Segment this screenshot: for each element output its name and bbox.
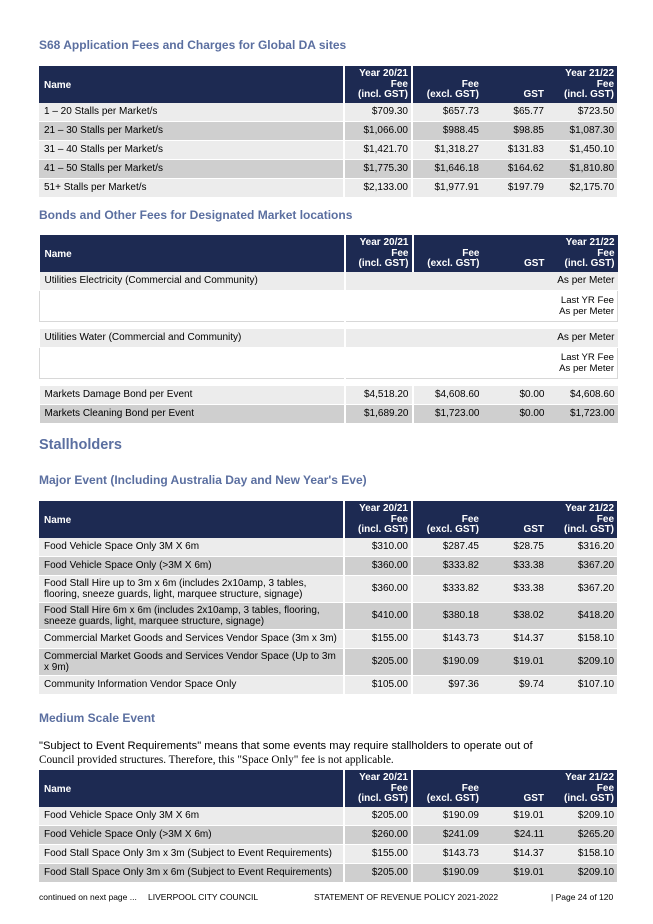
- incl-gst-label: (incl. GST): [358, 89, 408, 100]
- col-header-name: Name: [39, 501, 344, 538]
- incl-gst-label: (incl. GST): [564, 524, 615, 535]
- fee-2122-incl-gst: $1,450.10: [547, 140, 617, 159]
- col-header-gst: GST: [482, 784, 547, 807]
- fee-2122-excl-gst: $190.09: [412, 863, 482, 882]
- fee-label: Fee: [596, 78, 615, 90]
- table-row: [39, 648, 617, 675]
- last-year-fee-cell: [345, 290, 618, 321]
- incl-gst-label: (incl. GST): [564, 793, 615, 804]
- fee-item-name: Markets Cleaning Bond per Event: [40, 404, 345, 423]
- section-title-medium-event: Medium Scale Event: [39, 711, 156, 725]
- col-header-fee-incl-2021: [344, 80, 412, 103]
- fee-2122-incl-gst: $4,608.60: [548, 386, 618, 405]
- gst-2122: $19.01: [482, 807, 547, 826]
- fee-item-name: 21 – 30 Stalls per Market/s: [39, 121, 344, 140]
- fee-2122-incl-gst: $418.20: [547, 602, 617, 629]
- fee-2122-incl-gst: $1,723.00: [548, 404, 618, 423]
- fee-label: Fee: [597, 247, 615, 259]
- spacer-row: [40, 378, 618, 386]
- table-row-utilities-electricity: [40, 272, 618, 291]
- table-row: [39, 825, 617, 844]
- fee-as-per-meter: As per Meter: [345, 329, 618, 348]
- fee-2122-excl-gst: $988.45: [412, 121, 482, 140]
- col-header-year-2021: Year 20/21: [344, 501, 412, 515]
- excl-gst-label: (excl. GST): [426, 89, 479, 100]
- fee-item-name: 1 – 20 Stalls per Market/s: [39, 103, 344, 122]
- incl-gst-label: (incl. GST): [358, 793, 408, 804]
- fee-2122-incl-gst: $158.10: [547, 844, 617, 863]
- major-event-fee-table: [39, 501, 617, 695]
- gst-2122: $0.00: [483, 404, 548, 423]
- table-row: [39, 178, 617, 197]
- fee-2122-excl-gst: $1,977.91: [412, 178, 482, 197]
- col-header-year-2021: Year 20/21: [344, 66, 412, 80]
- fee-2021-incl-gst: $360.00: [344, 556, 412, 575]
- fee-2021-incl-gst: $709.30: [344, 103, 412, 122]
- fee-2021-incl-gst: $410.00: [344, 602, 412, 629]
- fee-item-name: Community Information Vendor Space Only: [39, 675, 344, 694]
- fee-item-name: Food Stall Hire 6m x 6m (includes 2x10amp, 3 tables, flooring, sneeze guards, light, marquee structure, signage): [39, 602, 344, 629]
- fee-2021-incl-gst: $1,689.20: [345, 404, 413, 423]
- fee-2021-incl-gst: $155.00: [344, 629, 412, 648]
- col-header-fee-incl-2021: [345, 249, 413, 272]
- table-row: [39, 575, 617, 602]
- fee-item-name: Food Vehicle Space Only 3M X 6m: [39, 807, 344, 826]
- col-header-fee-excl: [413, 249, 483, 272]
- col-header-year-2122: Year 21/22: [412, 501, 617, 515]
- col-header-gst: GST: [482, 80, 547, 103]
- gst-2122: $9.74: [482, 675, 547, 694]
- fee-2021-incl-gst: $155.00: [344, 844, 412, 863]
- table-row: [39, 556, 617, 575]
- table-row: [39, 159, 617, 178]
- fee-item-name: Food Vehicle Space Only (>3M X 6m): [39, 825, 344, 844]
- fee-2122-excl-gst: $1,318.27: [412, 140, 482, 159]
- col-header-fee-excl: [412, 80, 482, 103]
- table-row: [39, 629, 617, 648]
- col-header-gst: GST: [482, 515, 547, 538]
- col-header-gst: GST: [483, 249, 548, 272]
- fee-label: Fee: [596, 513, 615, 525]
- table-row: [40, 386, 618, 405]
- incl-gst-label: (incl. GST): [358, 258, 409, 269]
- fee-label: Fee: [462, 247, 480, 259]
- note-line-2: Council provided structures. Therefore, this "Space Only" fee is not applicable.: [39, 754, 394, 766]
- fee-2122-incl-gst: $158.10: [547, 629, 617, 648]
- col-header-year-2122: Year 21/22: [412, 66, 617, 80]
- fee-item-name: Commercial Market Goods and Services Vendor Space (Up to 3m x 9m): [39, 648, 344, 675]
- footer-continued: continued on next page ...: [39, 892, 137, 902]
- fee-2021-incl-gst: $1,775.30: [344, 159, 412, 178]
- col-header-year-2021: Year 20/21: [344, 770, 412, 784]
- fee-2021-incl-gst: $1,421.70: [344, 140, 412, 159]
- table-row: [39, 863, 617, 882]
- fee-item-name: Commercial Market Goods and Services Vendor Space (3m x 3m): [39, 629, 344, 648]
- fee-2122-incl-gst: $316.20: [547, 538, 617, 557]
- excl-gst-label: (excl. GST): [426, 524, 479, 535]
- fee-item-name: 41 – 50 Stalls per Market/s: [39, 159, 344, 178]
- medium-event-fee-table: [39, 770, 617, 883]
- fee-2122-excl-gst: $333.82: [412, 575, 482, 602]
- col-header-fee-incl-2122: [548, 249, 618, 272]
- section-title-stallholders: Stallholders: [39, 437, 122, 453]
- col-header-fee-incl-2021: [344, 515, 412, 538]
- fee-2122-excl-gst: $190.09: [412, 648, 482, 675]
- excl-gst-label: (excl. GST): [427, 258, 480, 269]
- col-header-year-2122: Year 21/22: [412, 770, 617, 784]
- gst-2122: $28.75: [482, 538, 547, 557]
- fee-2122-excl-gst: $333.82: [412, 556, 482, 575]
- fee-item-name: Utilities Water (Commercial and Community): [40, 329, 345, 348]
- last-yr-as-per-meter: As per Meter: [559, 362, 615, 374]
- gst-2122: $19.01: [482, 863, 547, 882]
- footer-council: LIVERPOOL CITY COUNCIL: [148, 892, 259, 902]
- gst-2122: $14.37: [482, 844, 547, 863]
- gst-2122: $24.11: [482, 825, 547, 844]
- gst-2122: $131.83: [482, 140, 547, 159]
- fee-item-name: Food Vehicle Space Only 3M X 6m: [39, 538, 344, 557]
- fee-2122-excl-gst: $657.73: [412, 103, 482, 122]
- fee-2122-incl-gst: $265.20: [547, 825, 617, 844]
- table-row: [40, 404, 618, 423]
- fee-2122-incl-gst: $1,810.80: [547, 159, 617, 178]
- last-yr-as-per-meter: As per Meter: [559, 305, 615, 317]
- footer-page-number: | Page 24 of 120: [551, 892, 614, 902]
- fee-label: Fee: [596, 782, 615, 794]
- table-row-utilities-water: [40, 329, 618, 348]
- col-header-fee-incl-2122: [547, 784, 617, 807]
- fee-2021-incl-gst: $4,518.20: [345, 386, 413, 405]
- fee-2021-incl-gst: $260.00: [344, 825, 412, 844]
- spacer-row: [40, 321, 618, 329]
- table-row: [39, 844, 617, 863]
- incl-gst-label: (incl. GST): [564, 258, 615, 269]
- gst-2122: $14.37: [482, 629, 547, 648]
- table-row: [39, 538, 617, 557]
- table-row: [39, 602, 617, 629]
- col-header-year-2021: Year 20/21: [345, 235, 413, 249]
- fee-as-per-meter: As per Meter: [345, 272, 618, 291]
- fee-2122-incl-gst: $367.20: [547, 556, 617, 575]
- fee-2122-incl-gst: $367.20: [547, 575, 617, 602]
- blank-cell: [40, 290, 345, 321]
- gst-2122: $19.01: [482, 648, 547, 675]
- incl-gst-label: (incl. GST): [358, 524, 408, 535]
- fee-2122-excl-gst: $241.09: [412, 825, 482, 844]
- fee-label: Fee: [390, 78, 408, 90]
- fee-2122-excl-gst: $4,608.60: [413, 386, 483, 405]
- fee-item-name: 51+ Stalls per Market/s: [39, 178, 344, 197]
- fee-label: Fee: [391, 247, 409, 259]
- section-title-s68: S68 Application Fees and Charges for Global DA sites: [39, 38, 347, 52]
- gst-2122: $164.62: [482, 159, 547, 178]
- fee-2122-excl-gst: $380.18: [412, 602, 482, 629]
- note-line-1: "Subject to Event Requirements" means that some events may require stallholders to operate out of: [39, 740, 533, 752]
- bonds-fee-table: [39, 235, 618, 424]
- fee-2021-incl-gst: $310.00: [344, 538, 412, 557]
- fee-item-name: Food Stall Hire up to 3m x 6m (includes 2x10amp, 3 tables, flooring, sneeze guards, light, marquee structure, signage): [39, 575, 344, 602]
- fee-2122-incl-gst: $209.10: [547, 648, 617, 675]
- col-header-name: Name: [40, 235, 345, 272]
- table-row-utilities-electricity-last-year: [40, 290, 618, 321]
- fee-2021-incl-gst: $105.00: [344, 675, 412, 694]
- fee-label: Fee: [390, 782, 408, 794]
- fee-2021-incl-gst: $205.00: [344, 863, 412, 882]
- fee-2122-excl-gst: $143.73: [412, 844, 482, 863]
- fee-item-name: Food Stall Space Only 3m x 3m (Subject to Event Requirements): [39, 844, 344, 863]
- table-row: [39, 140, 617, 159]
- gst-2122: $38.02: [482, 602, 547, 629]
- fee-label: Fee: [461, 782, 479, 794]
- gst-2122: $98.85: [482, 121, 547, 140]
- last-yr-fee-label: Last YR Fee: [560, 294, 615, 306]
- col-header-fee-incl-2021: [344, 784, 412, 807]
- fee-2021-incl-gst: $1,066.00: [344, 121, 412, 140]
- blank-cell: [40, 347, 345, 378]
- fee-2021-incl-gst: $205.00: [344, 807, 412, 826]
- fee-2122-incl-gst: $1,087.30: [547, 121, 617, 140]
- fee-2122-incl-gst: $209.10: [547, 807, 617, 826]
- col-header-name: Name: [39, 66, 344, 103]
- last-year-fee-cell: [345, 347, 618, 378]
- fee-2122-excl-gst: $1,646.18: [412, 159, 482, 178]
- fee-item-name: Food Stall Space Only 3m x 6m (Subject to Event Requirements): [39, 863, 344, 882]
- gst-2122: $0.00: [483, 386, 548, 405]
- fee-2122-incl-gst: $209.10: [547, 863, 617, 882]
- section-title-bonds: Bonds and Other Fees for Designated Market locations: [39, 208, 353, 222]
- table-row: [39, 103, 617, 122]
- fee-2122-incl-gst: $2,175.70: [547, 178, 617, 197]
- gst-2122: $33.38: [482, 575, 547, 602]
- table-row-utilities-water-last-year: [40, 347, 618, 378]
- gst-2122: $33.38: [482, 556, 547, 575]
- fee-2021-incl-gst: $2,133.00: [344, 178, 412, 197]
- section-title-major-event: Major Event (Including Australia Day and New Year's Eve): [39, 473, 367, 487]
- gst-2122: $65.77: [482, 103, 547, 122]
- col-header-name: Name: [39, 770, 344, 807]
- fee-2122-excl-gst: $1,723.00: [413, 404, 483, 423]
- excl-gst-label: (excl. GST): [426, 793, 479, 804]
- fee-2122-incl-gst: $107.10: [547, 675, 617, 694]
- fee-2122-incl-gst: $723.50: [547, 103, 617, 122]
- col-header-fee-excl: [412, 784, 482, 807]
- incl-gst-label: (incl. GST): [564, 89, 615, 100]
- fee-label: Fee: [390, 513, 408, 525]
- s68-fee-table: [39, 66, 617, 198]
- fee-2122-excl-gst: $190.09: [412, 807, 482, 826]
- medium-event-note: [39, 739, 619, 767]
- fee-2122-excl-gst: $143.73: [412, 629, 482, 648]
- footer-statement: STATEMENT OF REVENUE POLICY 2021-2022: [314, 892, 499, 902]
- fee-label: Fee: [461, 78, 479, 90]
- fee-item-name: Markets Damage Bond per Event: [40, 386, 345, 405]
- col-header-fee-incl-2122: [547, 515, 617, 538]
- fee-label: Fee: [461, 513, 479, 525]
- col-header-year-2122: Year 21/22: [413, 235, 618, 249]
- last-yr-fee-label: Last YR Fee: [560, 351, 615, 363]
- fee-2122-excl-gst: $97.36: [412, 675, 482, 694]
- table-row: [39, 121, 617, 140]
- fee-2021-incl-gst: $360.00: [344, 575, 412, 602]
- fee-item-name: Utilities Electricity (Commercial and Community): [40, 272, 345, 291]
- table-row: [39, 675, 617, 694]
- gst-2122: $197.79: [482, 178, 547, 197]
- table-row: [39, 807, 617, 826]
- col-header-fee-incl-2122: [547, 80, 617, 103]
- fee-item-name: Food Vehicle Space Only (>3M X 6m): [39, 556, 344, 575]
- col-header-fee-excl: [412, 515, 482, 538]
- fee-2122-excl-gst: $287.45: [412, 538, 482, 557]
- fee-2021-incl-gst: $205.00: [344, 648, 412, 675]
- fee-item-name: 31 – 40 Stalls per Market/s: [39, 140, 344, 159]
